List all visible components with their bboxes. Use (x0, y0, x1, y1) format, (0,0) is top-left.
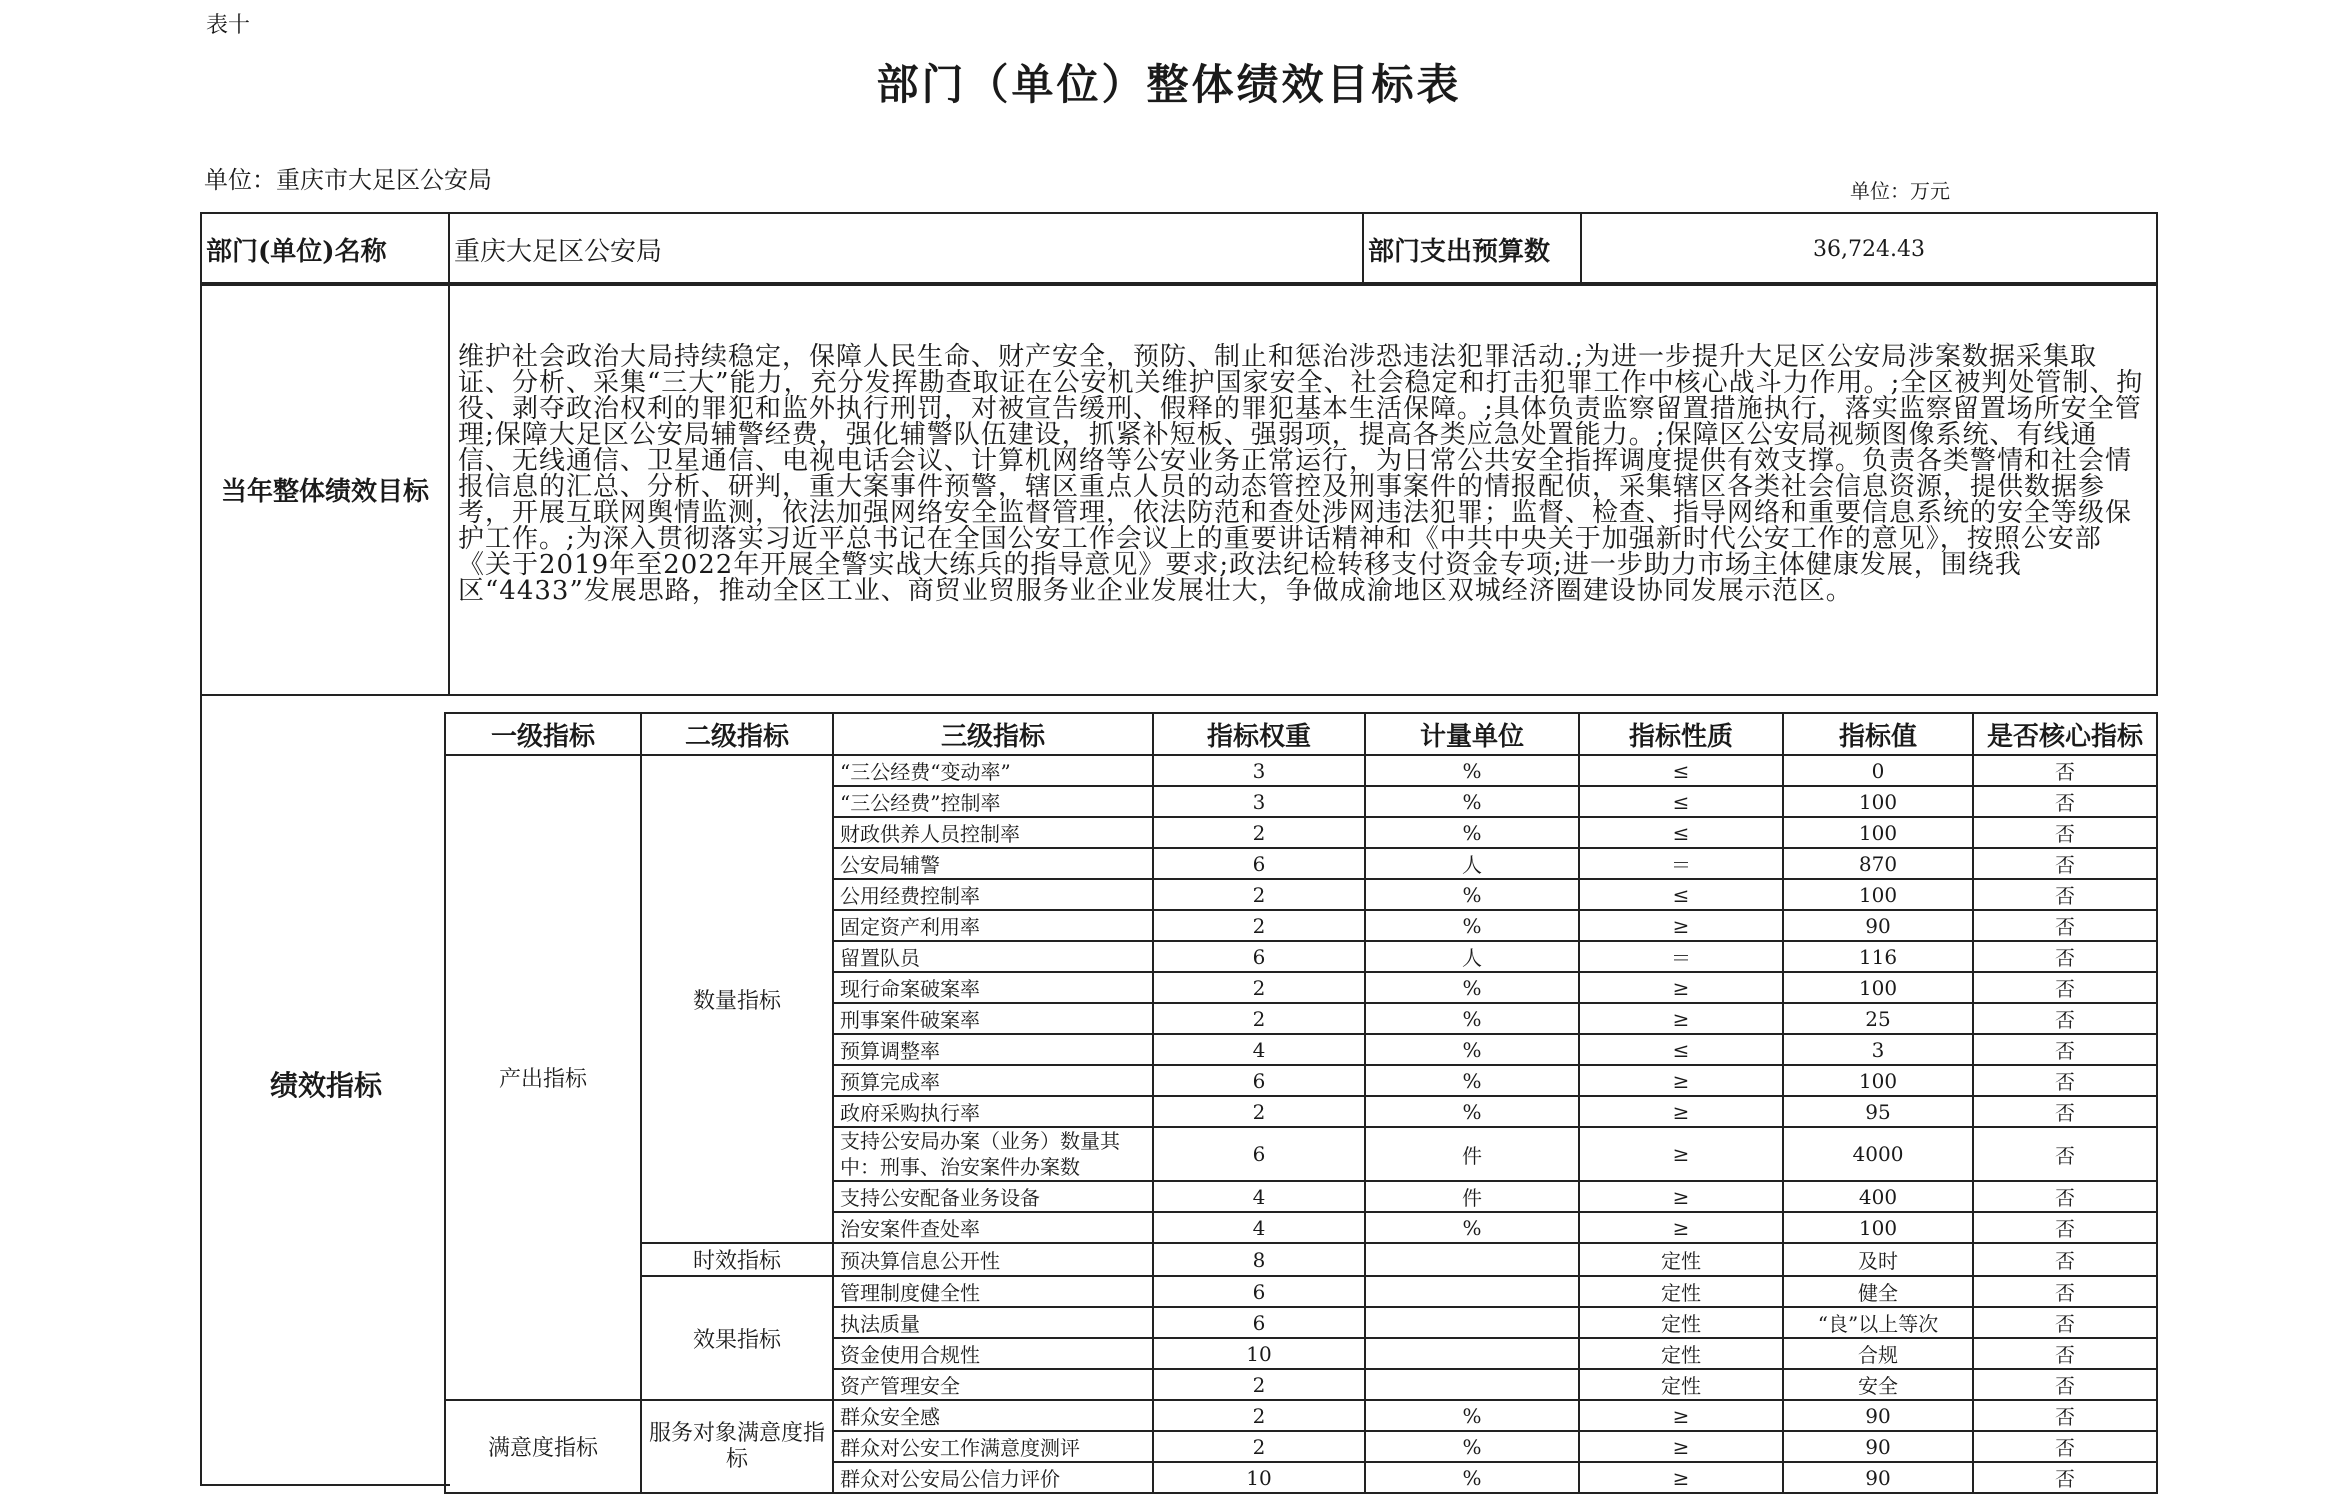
level3-indicator: 财政供养人员控制率 (833, 817, 1153, 848)
page-title: 部门（单位）整体绩效目标表 (876, 60, 1462, 109)
indicator-value: 100 (1783, 1065, 1973, 1096)
indicator-nature: 定性 (1579, 1307, 1783, 1338)
indicator-core: 否 (1973, 1243, 2157, 1276)
indicator-unit: % (1365, 1431, 1579, 1462)
indicator-value: 116 (1783, 941, 1973, 972)
indicator-core: 否 (1973, 1369, 2157, 1400)
level2-indicator: 数量指标 (641, 755, 833, 1243)
indicator-nature: ≥ (1579, 1462, 1783, 1493)
column-header: 一级指标 (445, 713, 641, 755)
level3-indicator: 刑事案件破案率 (833, 1003, 1153, 1034)
indicator-unit: % (1365, 972, 1579, 1003)
indicator-nature: 定性 (1579, 1276, 1783, 1307)
indicator-nature: ≤ (1579, 1034, 1783, 1065)
level2-indicator: 时效指标 (641, 1243, 833, 1276)
indicator-core: 否 (1973, 910, 2157, 941)
indicator-nature: ≥ (1579, 1431, 1783, 1462)
budget-label: 部门支出预算数 (1363, 213, 1581, 285)
level3-indicator: 留置队员 (833, 941, 1153, 972)
currency-unit: 单位：万元 (1850, 179, 1950, 203)
level1-indicator: 产出指标 (445, 755, 641, 1400)
column-header: 计量单位 (1365, 713, 1579, 755)
indicator-value: 100 (1783, 1212, 1973, 1243)
indicator-core: 否 (1973, 1096, 2157, 1127)
indicator-nature: ≤ (1579, 817, 1783, 848)
indicator-value: 25 (1783, 1003, 1973, 1034)
indicator-nature: ≤ (1579, 786, 1783, 817)
indicator-unit: % (1365, 1400, 1579, 1431)
indicator-unit: % (1365, 1212, 1579, 1243)
indicator-value: 健全 (1783, 1276, 1973, 1307)
indicator-weight: 4 (1153, 1181, 1365, 1212)
indicator-value: 安全 (1783, 1369, 1973, 1400)
level3-indicator: 管理制度健全性 (833, 1276, 1153, 1307)
indicator-nature: ≥ (1579, 1400, 1783, 1431)
indicator-value: 0 (1783, 755, 1973, 786)
column-header: 指标性质 (1579, 713, 1783, 755)
indicator-core: 否 (1973, 817, 2157, 848)
indicator-unit: 件 (1365, 1127, 1579, 1181)
level3-indicator: 治安案件查处率 (833, 1212, 1153, 1243)
indicator-core: 否 (1973, 786, 2157, 817)
goal-table (200, 282, 2158, 696)
indicator-unit: % (1365, 817, 1579, 848)
indicator-nature: ≤ (1579, 755, 1783, 786)
indicator-nature: ≥ (1579, 1212, 1783, 1243)
level3-indicator: 群众对公安工作满意度测评 (833, 1431, 1153, 1462)
indicator-weight: 4 (1153, 1212, 1365, 1243)
level3-indicator: “三公经费”控制率 (833, 786, 1153, 817)
indicator-value: 100 (1783, 972, 1973, 1003)
indicator-weight: 2 (1153, 1096, 1365, 1127)
indicator-core: 否 (1973, 1431, 2157, 1462)
indicator-value: 100 (1783, 817, 1973, 848)
level3-indicator: 公安局辅警 (833, 848, 1153, 879)
indicator-value: 及时 (1783, 1243, 1973, 1276)
indicator-nature: ≥ (1579, 972, 1783, 1003)
indicator-weight: 6 (1153, 1065, 1365, 1096)
indicator-weight: 10 (1153, 1462, 1365, 1493)
level3-indicator: “三公经费“变动率” (833, 755, 1153, 786)
column-header: 是否核心指标 (1973, 713, 2157, 755)
indicator-weight: 6 (1153, 1127, 1365, 1181)
indicator-nature: ≥ (1579, 1065, 1783, 1096)
indicator-weight: 3 (1153, 755, 1365, 786)
performance-indicator-label-cell (200, 694, 450, 1486)
indicator-core: 否 (1973, 1127, 2157, 1181)
indicator-core: 否 (1973, 1307, 2157, 1338)
indicator-value: 90 (1783, 1431, 1973, 1462)
department-name-label: 部门(单位)名称 (201, 213, 449, 285)
indicator-unit: % (1365, 1462, 1579, 1493)
indicator-value: 870 (1783, 848, 1973, 879)
indicator-unit: 人 (1365, 941, 1579, 972)
level3-indicator: 支持公安配备业务设备 (833, 1181, 1153, 1212)
column-header: 指标值 (1783, 713, 1973, 755)
indicator-unit: 件 (1365, 1181, 1579, 1212)
indicator-weight: 2 (1153, 879, 1365, 910)
indicator-core: 否 (1973, 1276, 2157, 1307)
indicator-core: 否 (1973, 755, 2157, 786)
level2-indicator: 服务对象满意度指标 (641, 1400, 833, 1493)
column-header: 三级指标 (833, 713, 1153, 755)
indicator-core: 否 (1973, 1462, 2157, 1493)
indicator-nature: ≥ (1579, 1096, 1783, 1127)
department-name-value: 重庆大足区公安局 (449, 213, 1363, 285)
indicator-unit: % (1365, 786, 1579, 817)
level3-indicator: 群众对公安局公信力评价 (833, 1462, 1153, 1493)
indicator-weight: 6 (1153, 848, 1365, 879)
indicator-core: 否 (1973, 1034, 2157, 1065)
table-row (445, 1400, 2157, 1431)
indicator-unit: % (1365, 755, 1579, 786)
indicator-unit: 人 (1365, 848, 1579, 879)
indicator-weight: 2 (1153, 1003, 1365, 1034)
level3-indicator: 固定资产利用率 (833, 910, 1153, 941)
indicator-value: 4000 (1783, 1127, 1973, 1181)
indicator-unit: % (1365, 879, 1579, 910)
indicator-nature: 定性 (1579, 1338, 1783, 1369)
indicator-core: 否 (1973, 879, 2157, 910)
indicator-value: 合规 (1783, 1338, 1973, 1369)
level3-indicator: 支持公安局办案（业务）数量其中：刑事、治安案件办案数 (833, 1127, 1153, 1181)
indicator-core: 否 (1973, 1065, 2157, 1096)
indicator-unit: % (1365, 1034, 1579, 1065)
indicator-unit: % (1365, 1065, 1579, 1096)
indicator-value: 90 (1783, 910, 1973, 941)
indicator-weight: 6 (1153, 1276, 1365, 1307)
level3-indicator: 资产管理安全 (833, 1369, 1153, 1400)
indicator-value: 100 (1783, 786, 1973, 817)
indicator-value: 100 (1783, 879, 1973, 910)
indicator-core: 否 (1973, 972, 2157, 1003)
level3-indicator: 预算完成率 (833, 1065, 1153, 1096)
indicator-weight: 2 (1153, 1400, 1365, 1431)
indicator-core: 否 (1973, 848, 2157, 879)
indicator-weight: 2 (1153, 972, 1365, 1003)
indicator-nature: ≥ (1579, 1003, 1783, 1034)
indicator-unit (1365, 1307, 1579, 1338)
indicator-unit: % (1365, 1096, 1579, 1127)
table-row (445, 1243, 2157, 1276)
level3-indicator: 现行命案破案率 (833, 972, 1153, 1003)
indicator-value: 95 (1783, 1096, 1973, 1127)
indicator-weight: 6 (1153, 1307, 1365, 1338)
indicator-weight: 6 (1153, 941, 1365, 972)
indicator-table (444, 712, 2158, 1494)
column-header: 指标权重 (1153, 713, 1365, 755)
indicator-value: 3 (1783, 1034, 1973, 1065)
indicator-weight: 3 (1153, 786, 1365, 817)
document-label: 表十 (206, 13, 251, 38)
indicator-weight: 10 (1153, 1338, 1365, 1369)
goal-text: 维护社会政治大局持续稳定，保障人民生命、财产安全，预防、制止和惩治涉恐违法犯罪活动.;为进一步提升大足区公安局涉案数据采集取证、分析、采集“三大”能力，充分发挥勘查取证在公安机关维护国家安全、社会稳定和打击犯罪工作中核心战斗力作用。;全区被判处管制、拘役、剥夺政治权利的罪犯和监外执行刑罚，对被宣告缓刑、假释的罪犯基本生活保障。;具体负责监察留置措施执行，落实监察留置场所安全管理;保障大足区公安局辅警经费，强化辅警队伍建设，抓紧补短板、强弱项，提高各类应急处置能力。;保障区公安局视频图像系统、有线通信、无线通信、卫星通信、电视电话会议、计算机网络等公安业务正常运行，为日常公共安全指挥调度提供有效支撑。负责各类警情和社会情报信息的汇总、分析、研判，重大案事件预警，辖区重点人员的动态管控及刑事案件的情报配侦，采集辖区各类社会信息资源，提供数据参考，开展互联网舆情监测，依法加强网络安全监督管理，依法防范和查处涉网违法犯罪；监督、检查、指导网络和重要信息系统的安全等级保护工作。;为深入贯彻落实习近平总书记在全国公安工作会议上的重要讲话精神和《中共中央关于加强新时代公安工作的意见》，按照公安部《关于2019年至2022年开展全警实战大练兵的指导意见》要求;政法纪检转移支付资金专项;进一步助力市场主体健康发展，围绕我区“4433”发展思路，推动全区工业、商贸业贸服务业企业发展壮大，争做成渝地区双城经济圈建设协同发展示范区。 (449, 283, 2157, 695)
goal-label: 当年整体绩效目标 (201, 283, 449, 695)
indicator-nature: ≥ (1579, 1181, 1783, 1212)
table-row (445, 1276, 2157, 1307)
level3-indicator: 预决算信息公开性 (833, 1243, 1153, 1276)
indicator-weight: 2 (1153, 1431, 1365, 1462)
indicator-weight: 2 (1153, 1369, 1365, 1400)
indicator-unit (1365, 1243, 1579, 1276)
level3-indicator: 群众安全感 (833, 1400, 1153, 1431)
level3-indicator: 执法质量 (833, 1307, 1153, 1338)
budget-value: 36,724.43 (1581, 213, 2157, 285)
level3-indicator: 资金使用合规性 (833, 1338, 1153, 1369)
indicator-weight: 8 (1153, 1243, 1365, 1276)
indicator-unit (1365, 1369, 1579, 1400)
indicator-core: 否 (1973, 1003, 2157, 1034)
indicator-weight: 4 (1153, 1034, 1365, 1065)
indicator-core: 否 (1973, 941, 2157, 972)
performance-indicator-label: 绩效指标 (269, 1069, 382, 1102)
indicator-value: 90 (1783, 1400, 1973, 1431)
header-table (200, 212, 2158, 286)
indicator-core: 否 (1973, 1181, 2157, 1212)
indicator-nature: 定性 (1579, 1243, 1783, 1276)
indicator-value: 400 (1783, 1181, 1973, 1212)
indicator-nature: ＝ (1579, 941, 1783, 972)
indicator-nature: ≥ (1579, 910, 1783, 941)
level3-indicator: 公用经费控制率 (833, 879, 1153, 910)
indicator-nature: ＝ (1579, 848, 1783, 879)
indicator-unit (1365, 1276, 1579, 1307)
column-header: 二级指标 (641, 713, 833, 755)
indicator-value: “良”以上等次 (1783, 1307, 1973, 1338)
organization-unit: 单位：重庆市大足区公安局 (204, 166, 492, 194)
indicator-header-row (445, 713, 2157, 755)
indicator-core: 否 (1973, 1400, 2157, 1431)
indicator-core: 否 (1973, 1212, 2157, 1243)
indicator-unit: % (1365, 1003, 1579, 1034)
indicator-unit: % (1365, 910, 1579, 941)
table-row (445, 755, 2157, 786)
indicator-unit (1365, 1338, 1579, 1369)
indicator-value: 90 (1783, 1462, 1973, 1493)
indicator-nature: 定性 (1579, 1369, 1783, 1400)
indicator-core: 否 (1973, 1338, 2157, 1369)
indicator-nature: ≥ (1579, 1127, 1783, 1181)
level1-indicator: 满意度指标 (445, 1400, 641, 1493)
indicator-weight: 2 (1153, 910, 1365, 941)
indicator-nature: ≤ (1579, 879, 1783, 910)
level2-indicator: 效果指标 (641, 1276, 833, 1400)
indicator-weight: 2 (1153, 817, 1365, 848)
level3-indicator: 政府采购执行率 (833, 1096, 1153, 1127)
level3-indicator: 预算调整率 (833, 1034, 1153, 1065)
